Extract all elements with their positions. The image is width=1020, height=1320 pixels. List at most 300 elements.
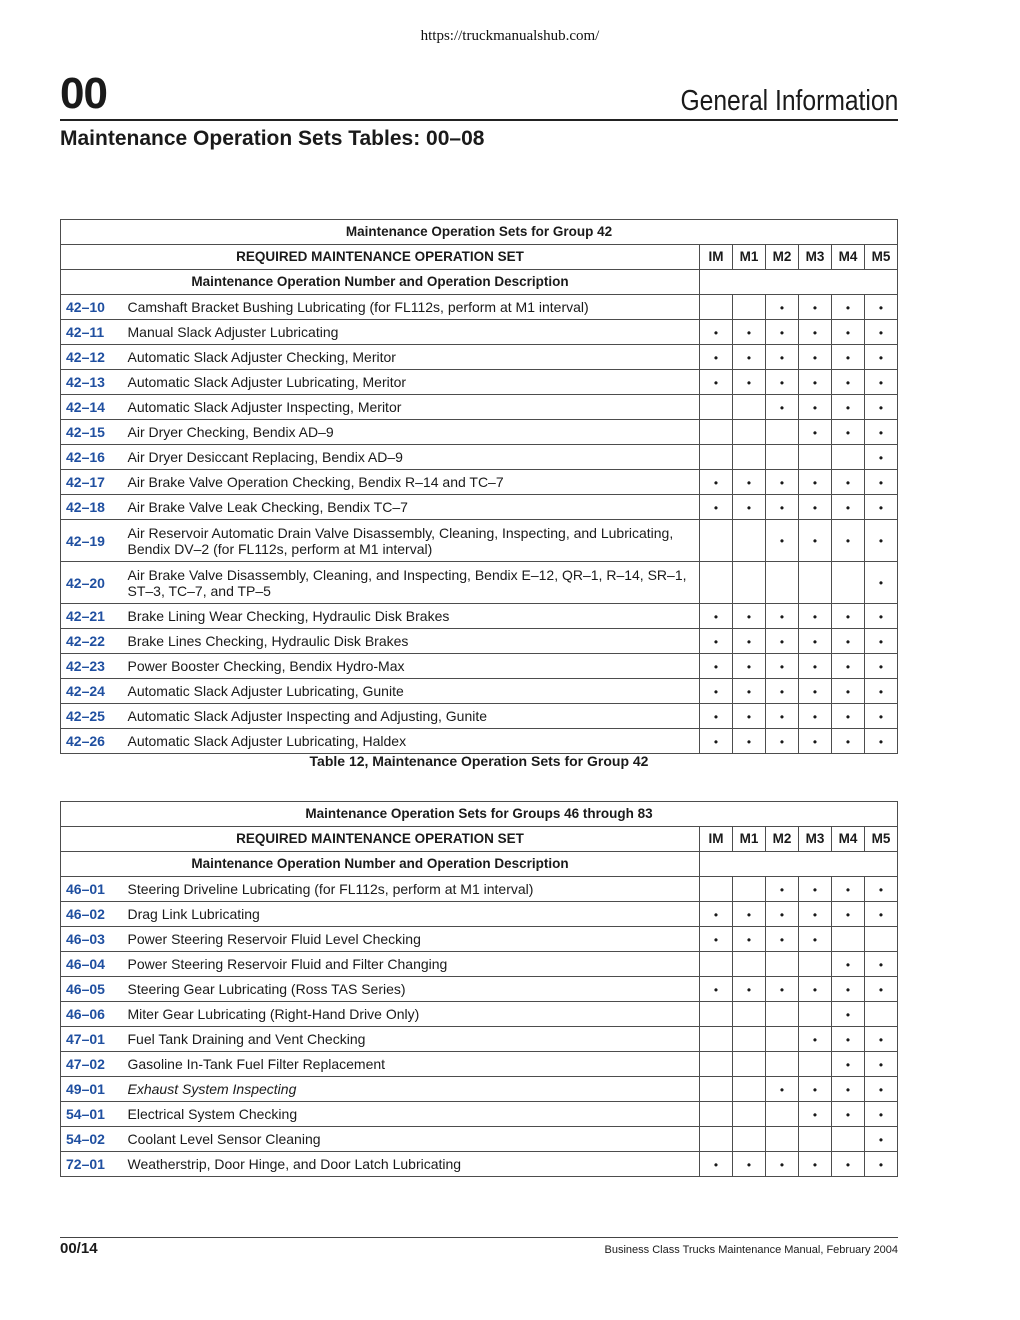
interval-cell-m5 bbox=[865, 629, 898, 654]
interval-mark: • bbox=[746, 982, 752, 997]
interval-mark: • bbox=[845, 882, 851, 897]
interval-cell-m4 bbox=[832, 629, 865, 654]
column-header-m1: M1 bbox=[733, 827, 766, 852]
interval-mark: • bbox=[713, 709, 719, 724]
table-row bbox=[61, 729, 898, 754]
interval-mark: • bbox=[779, 734, 785, 749]
interval-cell-m3 bbox=[799, 470, 832, 495]
operation-description: Air Dryer Desiccant Replacing, Bendix AD–9 bbox=[123, 445, 700, 470]
operation-number-link[interactable]: 42–11 bbox=[61, 320, 123, 345]
interval-mark: • bbox=[746, 684, 752, 699]
interval-cell-m5 bbox=[865, 295, 898, 320]
interval-cell-m2 bbox=[766, 445, 799, 470]
interval-cell-m3 bbox=[799, 395, 832, 420]
interval-mark: • bbox=[878, 1107, 884, 1122]
interval-mark: • bbox=[878, 534, 884, 548]
interval-cell-m5 bbox=[865, 927, 898, 952]
table-row bbox=[61, 470, 898, 495]
interval-cell-m4 bbox=[832, 977, 865, 1002]
interval-cell-m2 bbox=[766, 1002, 799, 1027]
interval-mark: • bbox=[878, 982, 884, 997]
operation-number-link[interactable]: 42–10 bbox=[61, 295, 123, 320]
interval-cell-m1 bbox=[733, 927, 766, 952]
interval-cell-m2 bbox=[766, 729, 799, 754]
interval-cell-m1 bbox=[733, 345, 766, 370]
set-header-row bbox=[61, 827, 898, 852]
interval-cell-m4 bbox=[832, 1052, 865, 1077]
interval-mark: • bbox=[779, 475, 785, 490]
interval-mark: • bbox=[779, 300, 785, 315]
operation-sets-table-group-42 bbox=[60, 219, 898, 754]
interval-mark: • bbox=[845, 1107, 851, 1122]
interval-cell-m4 bbox=[832, 445, 865, 470]
interval-mark: • bbox=[878, 709, 884, 724]
column-header-m2: M2 bbox=[766, 827, 799, 852]
table-row bbox=[61, 520, 898, 562]
interval-cell-m2 bbox=[766, 977, 799, 1002]
interval-cell-m4 bbox=[832, 562, 865, 604]
chapter-number: 00 bbox=[60, 69, 107, 118]
interval-cell-m5 bbox=[865, 470, 898, 495]
interval-cell-m5 bbox=[865, 520, 898, 562]
interval-cell-m4 bbox=[832, 1002, 865, 1027]
table-row bbox=[61, 877, 898, 902]
column-header-m1: M1 bbox=[733, 245, 766, 270]
interval-mark: • bbox=[845, 325, 851, 340]
interval-cell-m1 bbox=[733, 470, 766, 495]
operation-description: Power Steering Reservoir Fluid and Filter Changing bbox=[123, 952, 700, 977]
interval-cell-m4 bbox=[832, 927, 865, 952]
interval-cell-m5 bbox=[865, 952, 898, 977]
interval-cell-m1 bbox=[733, 952, 766, 977]
interval-cell-m1 bbox=[733, 520, 766, 562]
interval-cell-m5 bbox=[865, 654, 898, 679]
interval-mark: • bbox=[845, 609, 851, 624]
interval-cell-m5 bbox=[865, 1077, 898, 1102]
interval-cell-im bbox=[700, 704, 733, 729]
interval-cell-m5 bbox=[865, 1052, 898, 1077]
table-title: Maintenance Operation Sets for Group 42 bbox=[61, 220, 898, 245]
operation-number-link[interactable]: 42–14 bbox=[61, 395, 123, 420]
description-header: Maintenance Operation Number and Operation Description bbox=[61, 852, 700, 877]
interval-mark: • bbox=[878, 450, 884, 465]
interval-mark: • bbox=[746, 325, 752, 340]
interval-cell-m3 bbox=[799, 1002, 832, 1027]
interval-mark: • bbox=[746, 609, 752, 624]
interval-cell-m3 bbox=[799, 1077, 832, 1102]
interval-mark: • bbox=[812, 1107, 818, 1122]
operation-number-link[interactable]: 72–01 bbox=[61, 1152, 123, 1177]
interval-cell-im bbox=[700, 395, 733, 420]
interval-mark: • bbox=[812, 425, 818, 440]
interval-mark: • bbox=[779, 634, 785, 649]
operation-sets-table-groups-46-83 bbox=[60, 801, 898, 1177]
interval-mark: • bbox=[845, 475, 851, 490]
table-row bbox=[61, 629, 898, 654]
operation-description: Steering Gear Lubricating (Ross TAS Series) bbox=[123, 977, 700, 1002]
interval-cell-m3 bbox=[799, 952, 832, 977]
interval-mark: • bbox=[878, 300, 884, 315]
table-row bbox=[61, 1102, 898, 1127]
table-row bbox=[61, 1027, 898, 1052]
interval-cell-im bbox=[700, 1077, 733, 1102]
operation-number-link[interactable]: 42–15 bbox=[61, 420, 123, 445]
table-row bbox=[61, 370, 898, 395]
interval-cell-m5 bbox=[865, 562, 898, 604]
interval-cell-im bbox=[700, 420, 733, 445]
operation-number-link[interactable]: 49–01 bbox=[61, 1077, 123, 1102]
operation-description: Brake Lines Checking, Hydraulic Disk Brakes bbox=[123, 629, 700, 654]
operation-number-link[interactable]: 42–12 bbox=[61, 345, 123, 370]
interval-mark: • bbox=[878, 1057, 884, 1072]
interval-mark: • bbox=[779, 1082, 785, 1097]
operation-number-link[interactable]: 46–01 bbox=[61, 877, 123, 902]
interval-mark: • bbox=[878, 659, 884, 674]
set-header: REQUIRED MAINTENANCE OPERATION SET bbox=[61, 245, 700, 270]
interval-cell-m5 bbox=[865, 345, 898, 370]
operation-number-link[interactable]: 42–16 bbox=[61, 445, 123, 470]
operation-number-link[interactable]: 42–20 bbox=[61, 562, 123, 604]
interval-mark: • bbox=[779, 400, 785, 415]
interval-mark: • bbox=[812, 932, 818, 947]
interval-cell-m1 bbox=[733, 679, 766, 704]
interval-cell-m5 bbox=[865, 1152, 898, 1177]
interval-mark: • bbox=[845, 1032, 851, 1047]
interval-cell-m1 bbox=[733, 420, 766, 445]
interval-mark: • bbox=[779, 932, 785, 947]
interval-mark: • bbox=[845, 1157, 851, 1172]
operation-number-link[interactable]: 42–18 bbox=[61, 495, 123, 520]
interval-cell-m3 bbox=[799, 370, 832, 395]
interval-mark: • bbox=[812, 609, 818, 624]
interval-cell-m3 bbox=[799, 1102, 832, 1127]
interval-cell-m5 bbox=[865, 445, 898, 470]
interval-cell-m4 bbox=[832, 1077, 865, 1102]
operation-number-link[interactable]: 42–13 bbox=[61, 370, 123, 395]
operation-description: Miter Gear Lubricating (Right-Hand Drive Only) bbox=[123, 1002, 700, 1027]
interval-mark: • bbox=[713, 634, 719, 649]
interval-cell-m3 bbox=[799, 654, 832, 679]
interval-cell-m1 bbox=[733, 1152, 766, 1177]
interval-cell-m2 bbox=[766, 902, 799, 927]
interval-cell-m2 bbox=[766, 320, 799, 345]
table-row bbox=[61, 1127, 898, 1152]
interval-mark: • bbox=[878, 882, 884, 897]
interval-mark: • bbox=[845, 907, 851, 922]
table-row bbox=[61, 654, 898, 679]
interval-cell-m4 bbox=[832, 295, 865, 320]
interval-mark: • bbox=[878, 957, 884, 972]
interval-mark: • bbox=[713, 907, 719, 922]
interval-cell-im bbox=[700, 320, 733, 345]
interval-mark: • bbox=[746, 734, 752, 749]
operation-number-link[interactable]: 46–03 bbox=[61, 927, 123, 952]
interval-cell-m2 bbox=[766, 1027, 799, 1052]
operation-number-link[interactable]: 46–05 bbox=[61, 977, 123, 1002]
interval-mark: • bbox=[746, 500, 752, 515]
interval-mark: • bbox=[878, 325, 884, 340]
interval-mark: • bbox=[845, 500, 851, 515]
interval-mark: • bbox=[713, 475, 719, 490]
interval-cell-m3 bbox=[799, 902, 832, 927]
interval-cell-m2 bbox=[766, 704, 799, 729]
interval-mark: • bbox=[812, 534, 818, 548]
interval-mark: • bbox=[878, 1157, 884, 1172]
operation-description: Exhaust System Inspecting bbox=[123, 1077, 700, 1102]
interval-cell-m4 bbox=[832, 470, 865, 495]
interval-cell-m2 bbox=[766, 1152, 799, 1177]
description-header-row bbox=[61, 270, 898, 295]
operation-description: Power Steering Reservoir Fluid Level Checking bbox=[123, 927, 700, 952]
interval-cell-im bbox=[700, 1102, 733, 1127]
interval-mark: • bbox=[845, 982, 851, 997]
interval-cell-m3 bbox=[799, 1027, 832, 1052]
interval-cell-m5 bbox=[865, 977, 898, 1002]
operation-description: Air Brake Valve Disassembly, Cleaning, and Inspecting, Bendix E–12, QR–1, R–14, SR–1, ST–3, TC–7, and TP–5 bbox=[123, 562, 700, 604]
operation-description: Automatic Slack Adjuster Lubricating, Meritor bbox=[123, 370, 700, 395]
interval-cell-m1 bbox=[733, 370, 766, 395]
table-title-row bbox=[61, 220, 898, 245]
interval-mark: • bbox=[845, 350, 851, 365]
interval-cell-m3 bbox=[799, 1052, 832, 1077]
operation-number-link[interactable]: 46–06 bbox=[61, 1002, 123, 1027]
interval-mark: • bbox=[812, 1157, 818, 1172]
interval-cell-m5 bbox=[865, 495, 898, 520]
interval-cell-im bbox=[700, 977, 733, 1002]
interval-cell-m4 bbox=[832, 370, 865, 395]
interval-mark: • bbox=[812, 982, 818, 997]
operation-number-link[interactable]: 54–01 bbox=[61, 1102, 123, 1127]
interval-cell-m3 bbox=[799, 679, 832, 704]
table-row bbox=[61, 295, 898, 320]
operation-number-link[interactable]: 46–02 bbox=[61, 902, 123, 927]
table-row bbox=[61, 927, 898, 952]
interval-mark: • bbox=[812, 325, 818, 340]
table-row bbox=[61, 604, 898, 629]
operation-number-link[interactable]: 54–02 bbox=[61, 1127, 123, 1152]
interval-mark: • bbox=[878, 634, 884, 649]
interval-cell-m5 bbox=[865, 679, 898, 704]
interval-cell-im bbox=[700, 370, 733, 395]
table-title: Maintenance Operation Sets for Groups 46 through 83 bbox=[61, 802, 898, 827]
interval-cell-m5 bbox=[865, 370, 898, 395]
operation-number-link[interactable]: 42–23 bbox=[61, 654, 123, 679]
interval-mark: • bbox=[878, 907, 884, 922]
interval-mark: • bbox=[845, 957, 851, 972]
interval-cell-im bbox=[700, 952, 733, 977]
interval-cell-im bbox=[700, 927, 733, 952]
interval-cell-im bbox=[700, 1002, 733, 1027]
interval-cell-m3 bbox=[799, 629, 832, 654]
interval-cell-m3 bbox=[799, 420, 832, 445]
table-row bbox=[61, 345, 898, 370]
interval-mark: • bbox=[845, 1007, 851, 1022]
operation-description: Fuel Tank Draining and Vent Checking bbox=[123, 1027, 700, 1052]
interval-cell-m2 bbox=[766, 629, 799, 654]
interval-cell-m2 bbox=[766, 345, 799, 370]
column-header-im: IM bbox=[700, 827, 733, 852]
operation-number-link[interactable]: 42–25 bbox=[61, 704, 123, 729]
table-row bbox=[61, 704, 898, 729]
interval-cell-m3 bbox=[799, 295, 832, 320]
interval-mark: • bbox=[779, 659, 785, 674]
column-header-m2: M2 bbox=[766, 245, 799, 270]
operation-number-link[interactable]: 42–19 bbox=[61, 520, 123, 562]
interval-mark: • bbox=[812, 400, 818, 415]
table-caption: Table 12, Maintenance Operation Sets for Group 42 bbox=[309, 753, 649, 769]
empty-header-cell bbox=[700, 852, 898, 877]
operation-description: Power Booster Checking, Bendix Hydro-Max bbox=[123, 654, 700, 679]
operation-description: Automatic Slack Adjuster Inspecting and Adjusting, Gunite bbox=[123, 704, 700, 729]
interval-cell-m5 bbox=[865, 704, 898, 729]
table-row bbox=[61, 562, 898, 604]
interval-mark: • bbox=[746, 1157, 752, 1172]
table-row bbox=[61, 395, 898, 420]
interval-mark: • bbox=[713, 659, 719, 674]
column-header-m5: M5 bbox=[865, 245, 898, 270]
interval-cell-m4 bbox=[832, 1127, 865, 1152]
table-row bbox=[61, 320, 898, 345]
operation-number-link[interactable]: 42–17 bbox=[61, 470, 123, 495]
operation-description: Automatic Slack Adjuster Lubricating, Gunite bbox=[123, 679, 700, 704]
interval-cell-m1 bbox=[733, 295, 766, 320]
operation-number-link[interactable]: 42–22 bbox=[61, 629, 123, 654]
interval-cell-m4 bbox=[832, 704, 865, 729]
interval-mark: • bbox=[713, 684, 719, 699]
interval-cell-m3 bbox=[799, 729, 832, 754]
interval-cell-m3 bbox=[799, 495, 832, 520]
interval-cell-m1 bbox=[733, 1077, 766, 1102]
interval-mark: • bbox=[812, 684, 818, 699]
interval-cell-m2 bbox=[766, 295, 799, 320]
interval-mark: • bbox=[779, 882, 785, 897]
interval-mark: • bbox=[812, 734, 818, 749]
interval-cell-m2 bbox=[766, 679, 799, 704]
interval-cell-im bbox=[700, 1027, 733, 1052]
interval-cell-m5 bbox=[865, 877, 898, 902]
interval-cell-m4 bbox=[832, 1027, 865, 1052]
interval-mark: • bbox=[845, 534, 851, 548]
header-rule bbox=[60, 119, 898, 121]
interval-cell-m5 bbox=[865, 320, 898, 345]
interval-cell-m1 bbox=[733, 654, 766, 679]
interval-cell-m4 bbox=[832, 420, 865, 445]
operation-description: Steering Driveline Lubricating (for FL112s, perform at M1 interval) bbox=[123, 877, 700, 902]
interval-cell-m5 bbox=[865, 395, 898, 420]
operation-number-link[interactable]: 42–24 bbox=[61, 679, 123, 704]
table-row bbox=[61, 1052, 898, 1077]
interval-cell-m1 bbox=[733, 902, 766, 927]
interval-mark: • bbox=[878, 425, 884, 440]
interval-cell-m2 bbox=[766, 604, 799, 629]
interval-mark: • bbox=[878, 400, 884, 415]
interval-mark: • bbox=[746, 907, 752, 922]
interval-cell-m4 bbox=[832, 604, 865, 629]
interval-mark: • bbox=[845, 1057, 851, 1072]
column-header-m4: M4 bbox=[832, 827, 865, 852]
interval-cell-m2 bbox=[766, 1127, 799, 1152]
section-title: General Information bbox=[680, 85, 898, 117]
interval-cell-m2 bbox=[766, 420, 799, 445]
operation-description: Coolant Level Sensor Cleaning bbox=[123, 1127, 700, 1152]
operation-number-link[interactable]: 47–01 bbox=[61, 1027, 123, 1052]
interval-mark: • bbox=[878, 350, 884, 365]
interval-cell-m4 bbox=[832, 654, 865, 679]
table-row bbox=[61, 977, 898, 1002]
table-row bbox=[61, 1002, 898, 1027]
interval-mark: • bbox=[779, 609, 785, 624]
operation-description: Automatic Slack Adjuster Lubricating, Haldex bbox=[123, 729, 700, 754]
interval-mark: • bbox=[845, 684, 851, 699]
interval-mark: • bbox=[713, 982, 719, 997]
interval-mark: • bbox=[779, 500, 785, 515]
interval-cell-m4 bbox=[832, 952, 865, 977]
interval-mark: • bbox=[878, 475, 884, 490]
interval-mark: • bbox=[746, 375, 752, 390]
interval-cell-m1 bbox=[733, 445, 766, 470]
interval-mark: • bbox=[779, 1157, 785, 1172]
interval-mark: • bbox=[713, 500, 719, 515]
footer-rule bbox=[60, 1237, 898, 1238]
column-header-m4: M4 bbox=[832, 245, 865, 270]
interval-mark: • bbox=[812, 659, 818, 674]
interval-mark: • bbox=[779, 684, 785, 699]
source-url[interactable]: https://truckmanualshub.com/ bbox=[420, 28, 600, 44]
interval-cell-m2 bbox=[766, 495, 799, 520]
interval-cell-m2 bbox=[766, 654, 799, 679]
interval-cell-m4 bbox=[832, 495, 865, 520]
interval-mark: • bbox=[845, 734, 851, 749]
interval-cell-m1 bbox=[733, 729, 766, 754]
page-title: Maintenance Operation Sets Tables: 00–08 bbox=[60, 127, 485, 150]
interval-mark: • bbox=[746, 350, 752, 365]
operation-number-link[interactable]: 42–21 bbox=[61, 604, 123, 629]
interval-mark: • bbox=[878, 1032, 884, 1047]
operation-number-link[interactable]: 42–26 bbox=[61, 729, 123, 754]
operation-number-link[interactable]: 46–04 bbox=[61, 952, 123, 977]
operation-description: Air Dryer Checking, Bendix AD–9 bbox=[123, 420, 700, 445]
operation-description: Air Brake Valve Operation Checking, Bendix R–14 and TC–7 bbox=[123, 470, 700, 495]
interval-cell-m1 bbox=[733, 977, 766, 1002]
interval-cell-m2 bbox=[766, 927, 799, 952]
operation-number-link[interactable]: 47–02 bbox=[61, 1052, 123, 1077]
interval-mark: • bbox=[812, 709, 818, 724]
interval-mark: • bbox=[812, 907, 818, 922]
table-row bbox=[61, 445, 898, 470]
operation-description: Gasoline In-Tank Fuel Filter Replacement bbox=[123, 1052, 700, 1077]
operation-description: Automatic Slack Adjuster Checking, Meritor bbox=[123, 345, 700, 370]
interval-cell-m5 bbox=[865, 1127, 898, 1152]
interval-cell-m4 bbox=[832, 729, 865, 754]
interval-cell-m5 bbox=[865, 420, 898, 445]
interval-cell-m5 bbox=[865, 729, 898, 754]
operation-description: Manual Slack Adjuster Lubricating bbox=[123, 320, 700, 345]
interval-cell-m3 bbox=[799, 927, 832, 952]
interval-cell-m2 bbox=[766, 952, 799, 977]
interval-mark: • bbox=[779, 907, 785, 922]
interval-cell-im bbox=[700, 470, 733, 495]
interval-cell-im bbox=[700, 295, 733, 320]
interval-cell-m3 bbox=[799, 320, 832, 345]
interval-mark: • bbox=[845, 709, 851, 724]
interval-mark: • bbox=[713, 1157, 719, 1172]
interval-cell-m2 bbox=[766, 877, 799, 902]
interval-cell-m1 bbox=[733, 877, 766, 902]
table-row bbox=[61, 679, 898, 704]
interval-mark: • bbox=[878, 609, 884, 624]
interval-mark: • bbox=[713, 734, 719, 749]
interval-mark: • bbox=[779, 534, 785, 548]
